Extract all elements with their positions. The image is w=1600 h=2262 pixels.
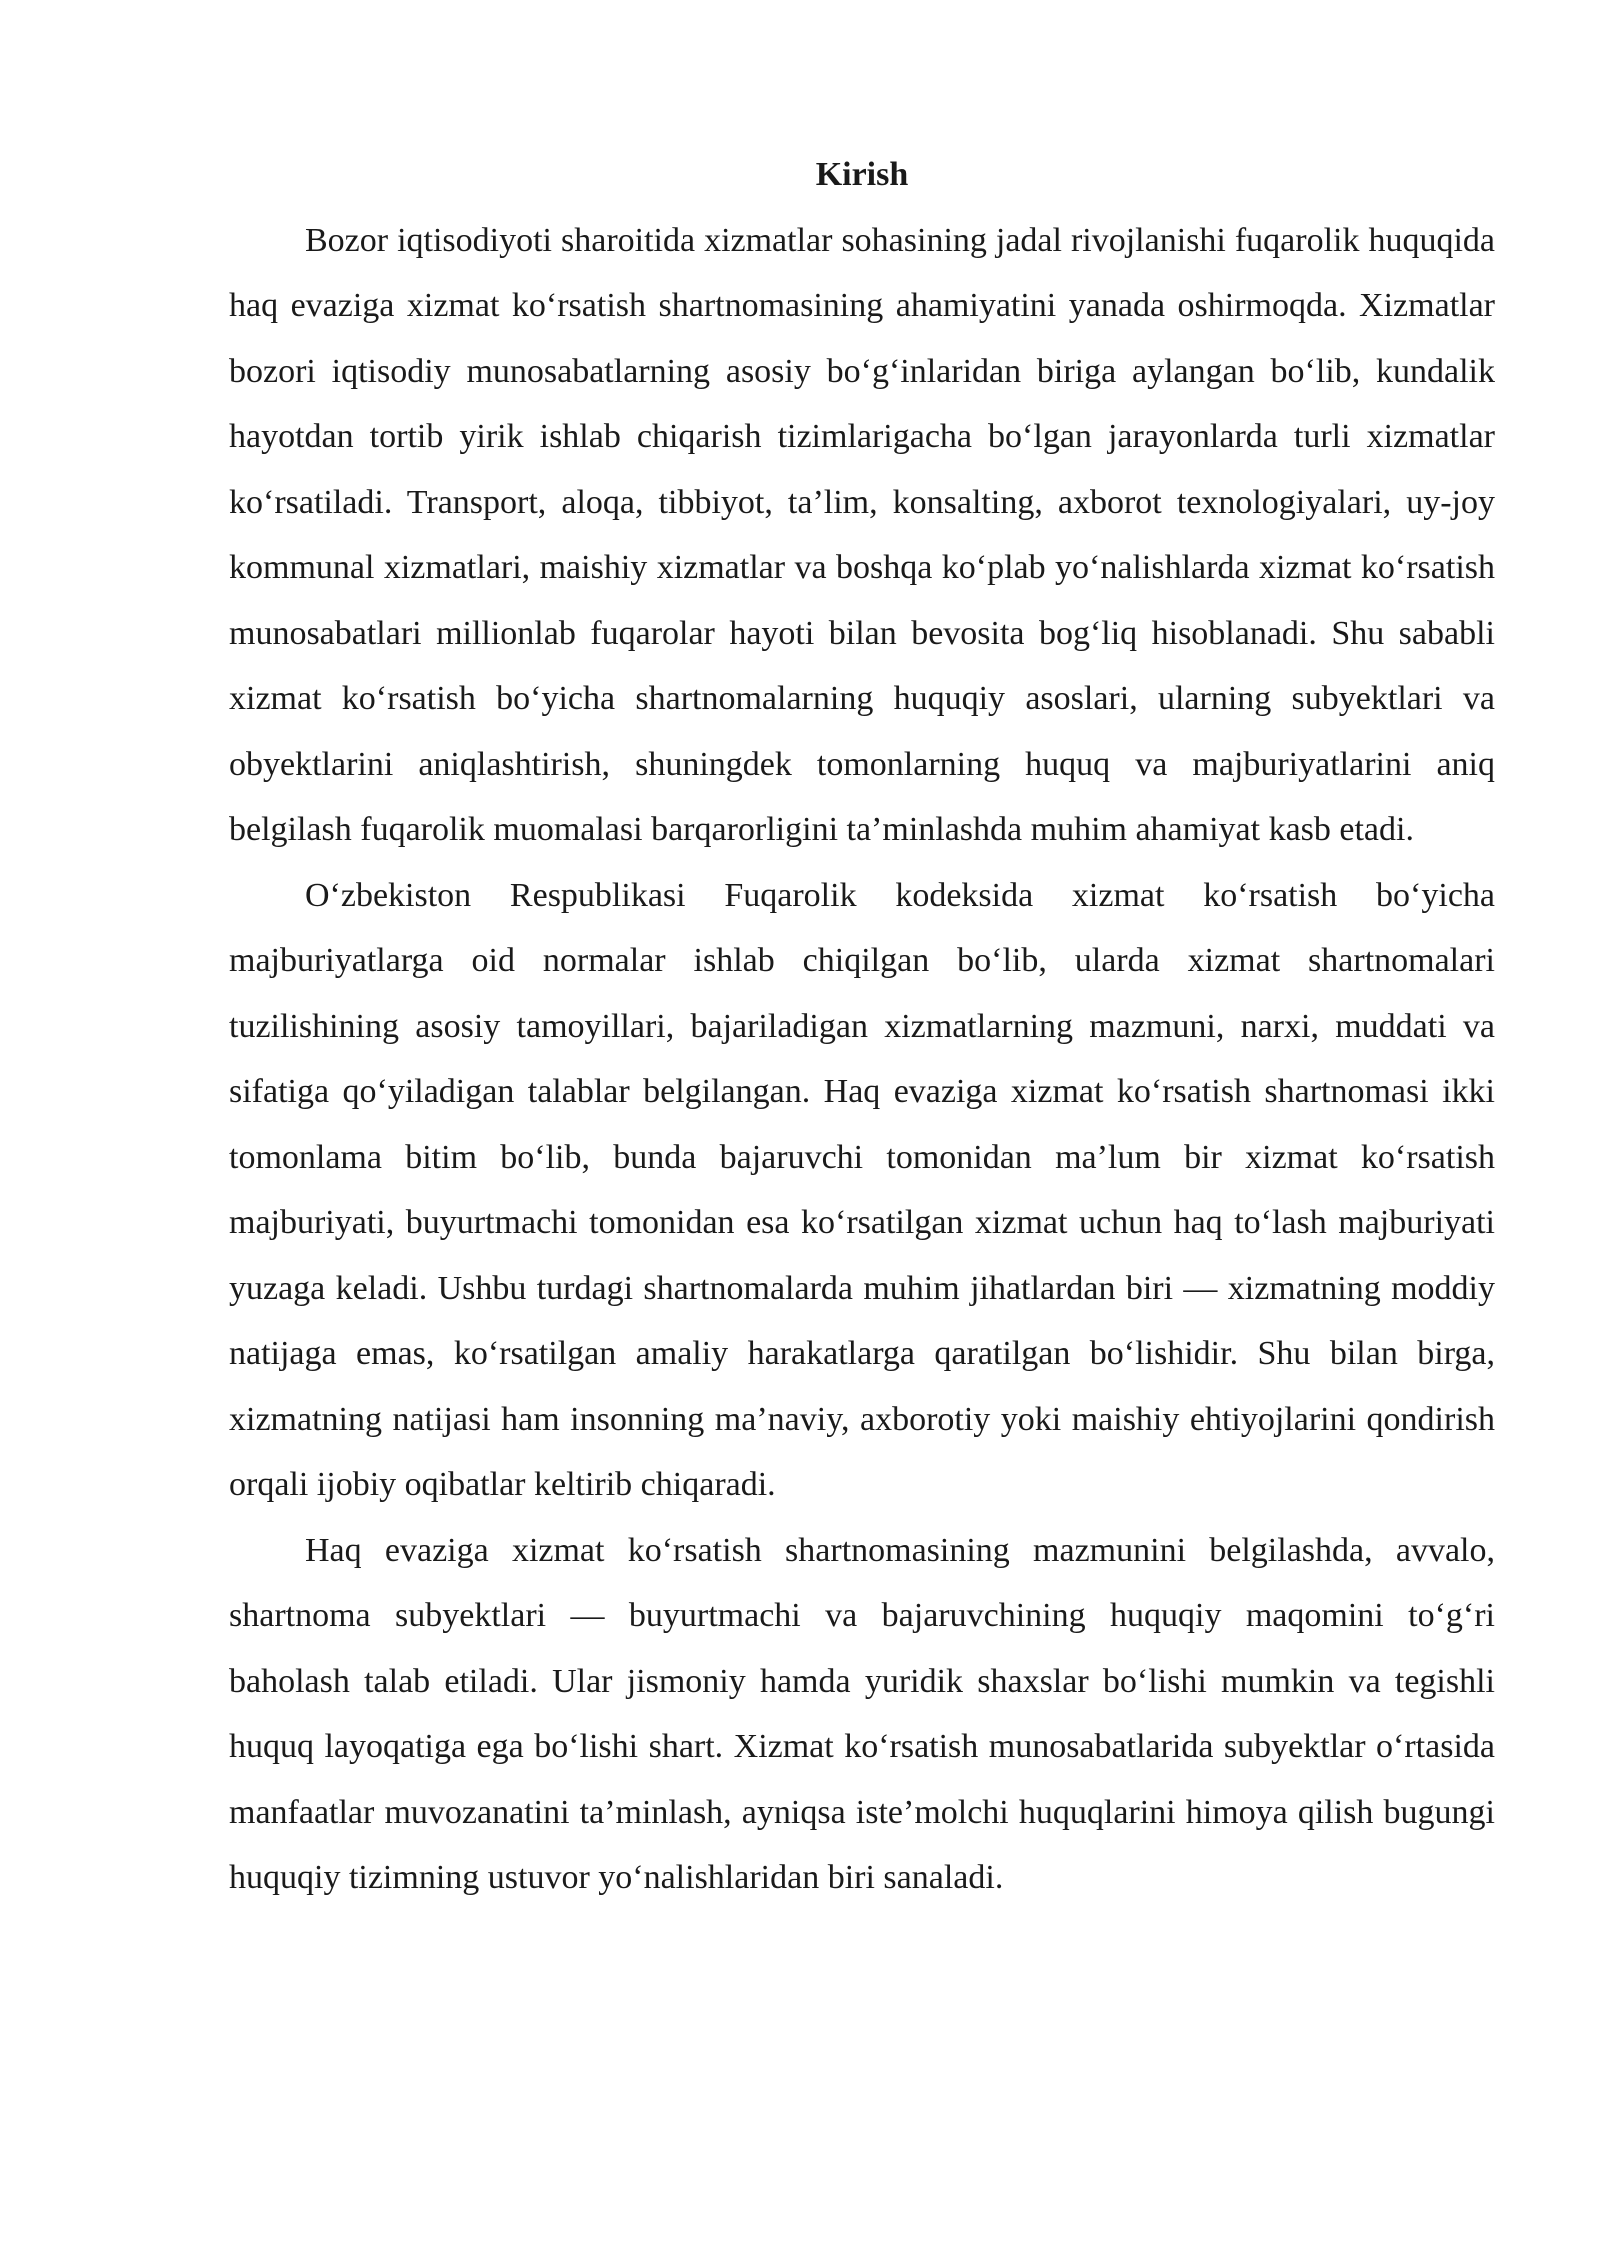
paragraph-1: Bozor iqtisodiyoti sharoitida xizmatlar sohasining jadal rivojlanishi fuqarolik huquqida haq evaziga xizmat ko‘rsatish shartnomasining ahamiyatini yanada oshirmoqda. Xizmatlar bozori iqtisodiy munosabatlarning asosiy bo‘g‘inlaridan biriga aylangan bo‘lib, kundalik hayotdan tortib yirik ishlab chiqarish tizimlarigacha bo‘lgan jarayonlarda turli xizmatlar ko‘rsatiladi. Transport, aloqa, tibbiyot, ta’lim, konsalting, axborot texnologiyalari, uy-joy kommunal xizmatlari, maishiy xizmatlar va boshqa ko‘plab yo‘nalishlarda xizmat ko‘rsatish munosabatlari millionlab fuqarolar hayoti bilan bevosita bog‘liq hisoblanadi. Shu sababli xizmat ko‘rsatish bo‘yicha shartnomalarning huquqiy asoslari, ularning subyektlari va obyektlarini aniqlashtirish, shuningdek tomonlarning huquq va majburiyatlarini aniq belgilash fuqarolik muomalasi barqarorligini ta’minlashda muhim ahamiyat kasb etadi. (229, 221, 1495, 848)
paragraph-3: Haq evaziga xizmat ko‘rsatish shartnomasining mazmunini belgilashda, avvalo, shartnoma subyektlari — buyurtmachi va bajaruvchining huquqiy maqomini to‘g‘ri baholash talab etiladi. Ular jismoniy hamda yuridik shaxslar bo‘lishi mumkin va tegishli huquq layoqatiga ega bo‘lishi shart. Xizmat ko‘rsatish munosabatlarida subyektlar o‘rtasida manfaatlar muvozanatini ta’minlash, ayniqsa iste’molchi huquqlarini himoya qilish bugungi huquqiy tizimning ustuvor yo‘nalishlaridan biri sanaladi. (229, 1531, 1495, 1896)
paragraph-2: O‘zbekiston Respublikasi Fuqarolik kodeksida xizmat ko‘rsatish bo‘yicha majburiyatlarga oid normalar ishlab chiqilgan bo‘lib, ularda xizmat shartnomalari tuzilishining asosiy tamoyillari, bajariladigan xizmatlarning mazmuni, narxi, muddati va sifatiga qo‘yiladigan talablar belgilangan. Haq evaziga xizmat ko‘rsatish shartnomasi ikki tomonlama bitim bo‘lib, bunda bajaruvchi tomonidan ma’lum bir xizmat ko‘rsatish majburiyati, buyurtmachi tomonidan esa ko‘rsatilgan xizmat uchun haq to‘lash majburiyati yuzaga keladi. Ushbu turdagi shartnomalarda muhim jihatlardan biri — xizmatning moddiy natijaga emas, ko‘rsatilgan amaliy harakatlarga qaratilgan bo‘lishidir. Shu bilan birga, xizmatning natijasi ham insonning ma’naviy, axborotiy yoki maishiy ehtiyojlarini qondirish orqali ijobiy oqibatlar keltirib chiqaradi. (229, 876, 1495, 1503)
section-title: Kirish (815, 156, 909, 193)
document-body (229, 142, 1495, 1911)
